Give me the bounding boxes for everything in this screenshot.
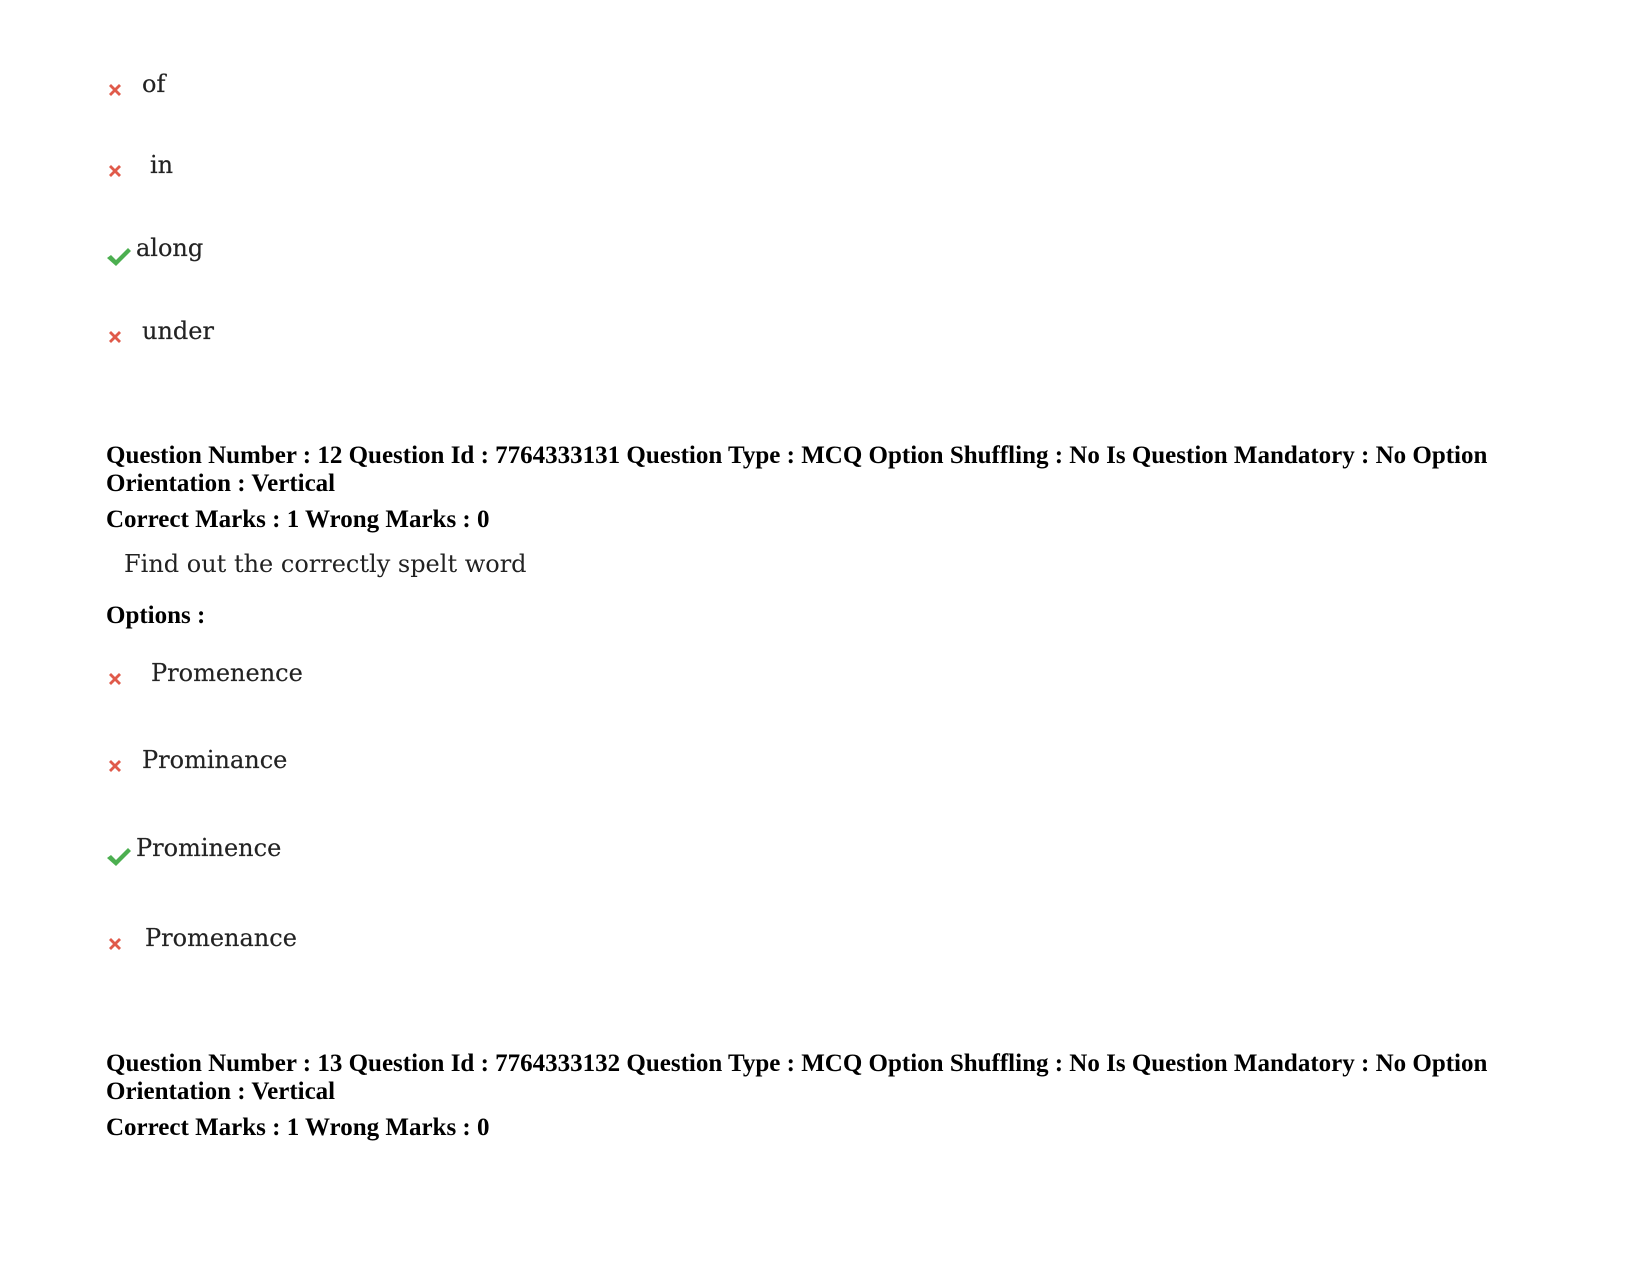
checkmark-icon — [106, 845, 132, 871]
cross-icon — [106, 935, 132, 961]
option-row — [106, 653, 303, 693]
question-header: Question Number : 12 Question Id : 7764333131 Question Type : MCQ Option Shuffling : No Is Question Mandatory : No Option Orientation : Vertical — [106, 442, 1488, 497]
checkmark-icon — [106, 245, 132, 271]
option-text: Prominence — [136, 834, 282, 862]
option-row — [106, 918, 297, 958]
cross-icon — [106, 757, 132, 783]
option-row — [106, 828, 282, 868]
option-text: in — [150, 151, 174, 179]
cross-icon — [106, 328, 132, 354]
option-text: Promenence — [151, 659, 303, 687]
option-text: of — [142, 70, 166, 98]
option-text: under — [142, 317, 214, 345]
option-row — [106, 311, 214, 351]
question-marks: Correct Marks : 1 Wrong Marks : 0 — [106, 1114, 490, 1141]
cross-icon — [106, 670, 132, 696]
option-row — [106, 64, 166, 104]
option-text: along — [136, 234, 204, 262]
option-row — [106, 228, 204, 268]
option-text: Promenance — [145, 924, 297, 952]
question-text: Find out the correctly spelt word — [124, 550, 527, 578]
question-marks: Correct Marks : 1 Wrong Marks : 0 — [106, 506, 490, 533]
option-row — [106, 145, 174, 185]
question-header: Question Number : 13 Question Id : 7764333132 Question Type : MCQ Option Shuffling : No Is Question Mandatory : No Option Orientation : Vertical — [106, 1050, 1488, 1105]
cross-icon — [106, 162, 132, 188]
option-row — [106, 740, 288, 780]
options-label: Options : — [106, 602, 206, 629]
cross-icon — [106, 81, 132, 107]
option-text: Prominance — [142, 746, 288, 774]
